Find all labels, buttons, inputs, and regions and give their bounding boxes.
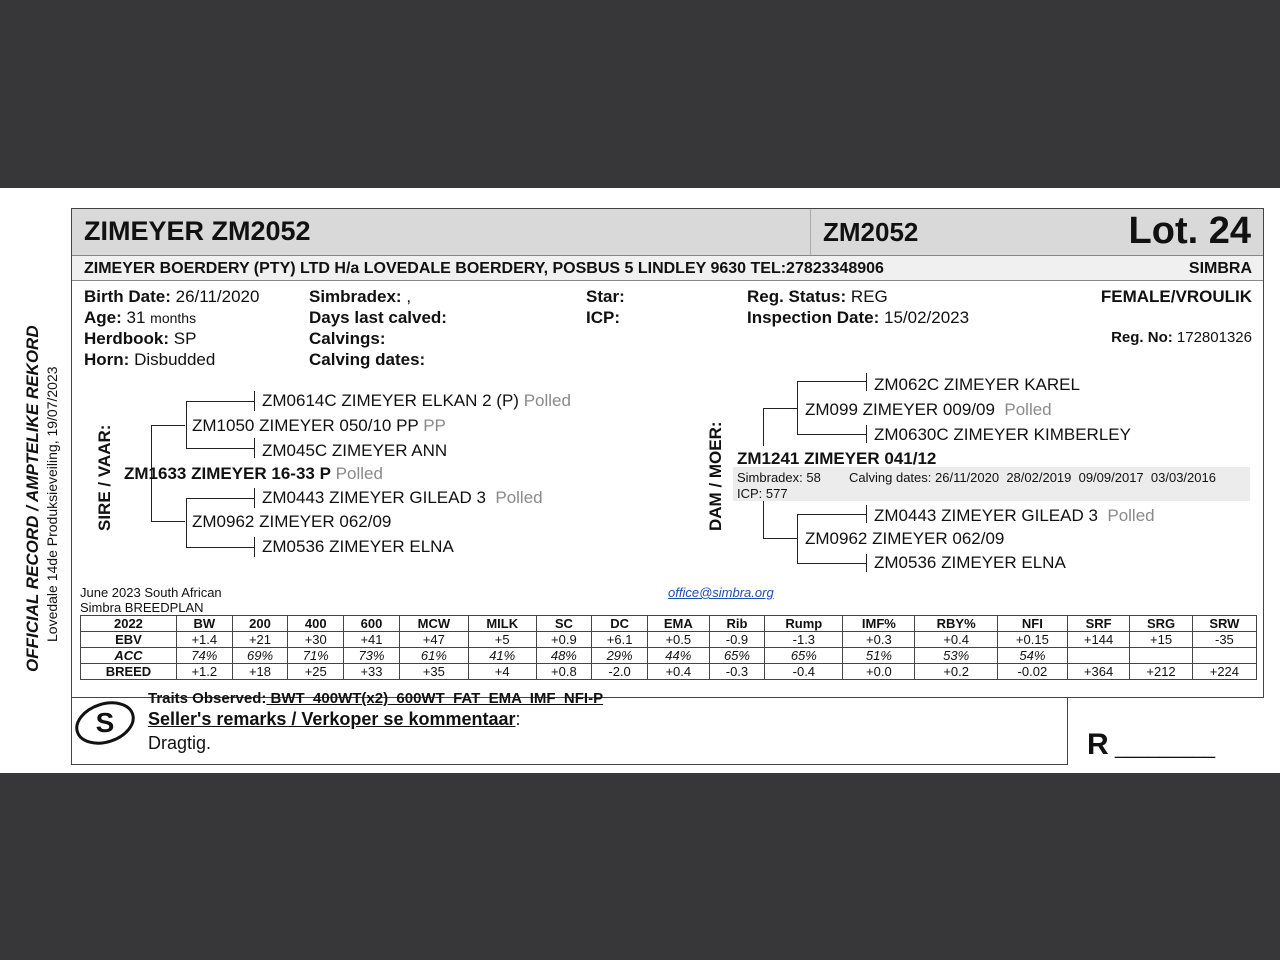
ebv-cell: +30: [288, 632, 344, 648]
ebv-cell: -0.9: [709, 632, 765, 648]
ebv-cell: SRF: [1067, 616, 1129, 632]
ebv-cell: +0.5: [647, 632, 709, 648]
animal-name: ZIMEYER ZM2052: [84, 216, 311, 246]
ebv-cell: +33: [344, 664, 400, 680]
ebv-cell: MILK: [468, 616, 536, 632]
ebv-cell: 65%: [709, 648, 765, 664]
ebv-cell: +1.4: [176, 632, 232, 648]
ebv-cell: Rib: [709, 616, 765, 632]
ebv-cell: +0.9: [536, 632, 592, 648]
breed-row: [81, 664, 1257, 680]
ebv-cell: 54%: [997, 648, 1067, 664]
dam-label: DAM / MOER:: [706, 421, 725, 531]
ebv-cell: 200: [232, 616, 288, 632]
ebv-cell: +0.4: [915, 632, 998, 648]
email-link[interactable]: office@simbra.org: [668, 585, 774, 600]
icp: ICP:: [586, 308, 620, 327]
ebv-cell: +0.8: [536, 664, 592, 680]
ebv-cell: IMF%: [843, 616, 915, 632]
sire-bracket-bottom: [151, 521, 185, 522]
ebv-cell: +0.0: [843, 664, 915, 680]
ddd-tick: [866, 554, 867, 572]
breedplan-line2: Simbra BREEDPLAN: [80, 600, 204, 615]
ebv-cell: -0.3: [709, 664, 765, 680]
ebv-cell: +47: [399, 632, 468, 648]
traits-observed: Traits Observed: BWT 400WT(x2) 600WT FAT EMA IMF NFI-P: [148, 690, 604, 707]
lot-number: Lot. 24: [1128, 210, 1251, 252]
ebv-cell: 400: [288, 616, 344, 632]
title-divider: [810, 209, 811, 255]
dam-sire-sire: ZM062C ZIMEYER KAREL: [874, 375, 1080, 394]
dam-bracket-bottom-h: [763, 538, 797, 539]
sire-label: SIRE / VAAR:: [95, 424, 114, 531]
ebv-header-row: [81, 616, 1257, 632]
simbra-logo: [72, 698, 138, 748]
ebv-cell: -0.02: [997, 664, 1067, 680]
inspection-date: Inspection Date: 15/02/2023: [747, 308, 970, 327]
ebv-cell: [1067, 648, 1129, 664]
ebv-cell: +6.1: [592, 632, 648, 648]
dam-name: ZM1241 ZIMEYER 041/12: [737, 449, 937, 468]
ebv-cell: 41%: [468, 648, 536, 664]
ebv-cell: 73%: [344, 648, 400, 664]
sds-tick: [254, 488, 255, 508]
dam-sire: ZM099 ZIMEYER 009/09 Polled: [805, 400, 1052, 419]
sire-bracket-top: [151, 425, 185, 426]
sd-bracket-top: [186, 498, 254, 499]
ebv-cell: 2022: [81, 616, 177, 632]
dds-tick: [866, 505, 867, 523]
calvings: Calvings:: [309, 329, 386, 348]
ebv-cell: +144: [1067, 632, 1129, 648]
ebv-cell: Rump: [765, 616, 843, 632]
ebv-cell: +5: [468, 632, 536, 648]
dam-calving-dates: Calving dates: 26/11/2020 28/02/2019 09/09/2017 03/03/2016: [849, 470, 1216, 485]
ebv-cell: +224: [1192, 664, 1256, 680]
sire-dam: ZM0962 ZIMEYER 062/09: [192, 512, 392, 531]
ebv-cell: -1.3: [765, 632, 843, 648]
breedplan-line1: June 2023 South African: [80, 585, 222, 600]
ebv-cell: -0.4: [765, 664, 843, 680]
sd-bracket: [186, 498, 187, 547]
event-label: Lovedale 14de Produksieveiling, 19/07/2023: [44, 366, 60, 642]
star: Star:: [586, 287, 625, 306]
ebv-cell: ACC: [81, 648, 177, 664]
dd-bracket: [797, 514, 798, 563]
dam-simbradex: Simbradex: 58: [737, 470, 821, 485]
ebv-cell: DC: [592, 616, 648, 632]
ebv-cell: 48%: [536, 648, 592, 664]
ebv-cell: 44%: [647, 648, 709, 664]
sex: FEMALE/VROULIK: [1100, 287, 1252, 306]
dam-bracket-top: [763, 408, 764, 446]
ebv-cell: SRW: [1192, 616, 1256, 632]
ebv-cell: 53%: [915, 648, 998, 664]
ebv-row: [81, 632, 1257, 648]
ebv-cell: [1130, 648, 1192, 664]
ebv-cell: -2.0: [592, 664, 648, 680]
svg-text:S: S: [95, 707, 115, 738]
days-last-calved: Days last calved:: [309, 308, 447, 327]
ebv-cell: +0.3: [843, 632, 915, 648]
sire-sire-dam: ZM045C ZIMEYER ANN: [262, 441, 448, 460]
dd-bracket-top: [797, 514, 866, 515]
dss-tick: [866, 373, 867, 391]
ebv-cell: +35: [399, 664, 468, 680]
ds-bracket-bottom: [797, 434, 866, 435]
ebv-cell: BREED: [81, 664, 177, 680]
ebv-cell: EMA: [647, 616, 709, 632]
sellers-remarks: Seller's remarks / Verkoper se kommentaar:: [148, 709, 521, 729]
ebv-cell: +0.2: [915, 664, 998, 680]
sire-sire-sire: ZM0614C ZIMEYER ELKAN 2 (P) Polled: [262, 391, 571, 410]
remarks-text: Dragtig.: [148, 733, 212, 753]
ebv-table: [80, 615, 1257, 680]
birth-date: Birth Date: 26/11/2020: [84, 287, 260, 306]
ebv-cell: +4: [468, 664, 536, 680]
dsd-tick: [866, 425, 867, 443]
dam-dam-sire: ZM0443 ZIMEYER GILEAD 3 Polled: [874, 506, 1155, 525]
ebv-cell: NFI: [997, 616, 1067, 632]
ebv-cell: 74%: [176, 648, 232, 664]
ebv-cell: +212: [1130, 664, 1192, 680]
dam-icp: ICP: 577: [737, 486, 788, 501]
ebv-cell: SRG: [1130, 616, 1192, 632]
ebv-cell: +18: [232, 664, 288, 680]
ebv-cell: +15: [1130, 632, 1192, 648]
dam-sire-dam: ZM0630C ZIMEYER KIMBERLEY: [874, 425, 1131, 444]
ss-bracket-bottom: [186, 448, 254, 449]
sire-dam-sire: ZM0443 ZIMEYER GILEAD 3 Polled: [262, 488, 543, 507]
sss-tick: [254, 391, 255, 411]
ebv-cell: 600: [344, 616, 400, 632]
ebv-cell: +364: [1067, 664, 1129, 680]
price-label: R: [1087, 728, 1109, 761]
ebv-cell: 71%: [288, 648, 344, 664]
ebv-cell: +41: [344, 632, 400, 648]
ebv-cell: [1192, 648, 1256, 664]
dd-bracket-bottom: [797, 563, 866, 564]
ds-bracket: [797, 381, 798, 434]
acc-row: [81, 648, 1257, 664]
sire-dam-dam: ZM0536 ZIMEYER ELNA: [262, 537, 454, 556]
ebv-cell: +1.2: [176, 664, 232, 680]
sire-name: ZM1633 ZIMEYER 16-33 P Polled: [124, 464, 383, 483]
ebv-cell: 69%: [232, 648, 288, 664]
ebv-cell: 29%: [592, 648, 648, 664]
dam-bracket-top-h: [763, 408, 797, 409]
ebv-cell: -35: [1192, 632, 1256, 648]
price-blank[interactable]: _________: [1115, 737, 1216, 759]
ss-bracket: [186, 401, 187, 448]
sdd-tick: [254, 537, 255, 557]
ebv-cell: SC: [536, 616, 592, 632]
remarks-box: [71, 697, 1068, 765]
ebv-cell: EBV: [81, 632, 177, 648]
herdbook: Herdbook: SP: [84, 329, 197, 348]
ebv-cell: 61%: [399, 648, 468, 664]
age: Age: 31 months: [84, 308, 197, 327]
dam-dam: ZM0962 ZIMEYER 062/09: [805, 529, 1005, 548]
simbradex: Simbradex: ,: [309, 287, 412, 306]
ebv-cell: BW: [176, 616, 232, 632]
horn: Horn: Disbudded: [84, 350, 216, 369]
dam-bracket-bottom: [763, 501, 764, 538]
ebv-cell: 51%: [843, 648, 915, 664]
ds-bracket-top: [797, 381, 866, 382]
dam-dam-dam: ZM0536 ZIMEYER ELNA: [874, 553, 1066, 572]
ebv-cell: 65%: [765, 648, 843, 664]
ssd-tick: [254, 438, 255, 458]
breeder-info: ZIMEYER BOERDERY (PTY) LTD H/a LOVEDALE BOERDERY, POSBUS 5 LINDLEY 9630 TEL:27823348906: [84, 260, 884, 277]
reg-no: Reg. No: 172801326: [1111, 329, 1252, 346]
ss-bracket-top: [186, 401, 254, 402]
sd-bracket-bottom: [186, 547, 254, 548]
animal-id: ZM2052: [823, 217, 919, 247]
ebv-cell: +21: [232, 632, 288, 648]
ebv-cell: MCW: [399, 616, 468, 632]
ebv-cell: +0.15: [997, 632, 1067, 648]
ebv-cell: RBY%: [915, 616, 998, 632]
sire-sire: ZM1050 ZIMEYER 050/10 PP PP: [192, 416, 446, 435]
ebv-cell: +0.4: [647, 664, 709, 680]
calving-dates: Calving dates:: [309, 350, 426, 369]
official-record-label: OFFICIAL RECORD / AMPTELIKE REKORD: [23, 325, 42, 672]
ebv-cell: +25: [288, 664, 344, 680]
breed-label: SIMBRA: [1188, 260, 1252, 277]
reg-status: Reg. Status: REG: [747, 287, 888, 306]
